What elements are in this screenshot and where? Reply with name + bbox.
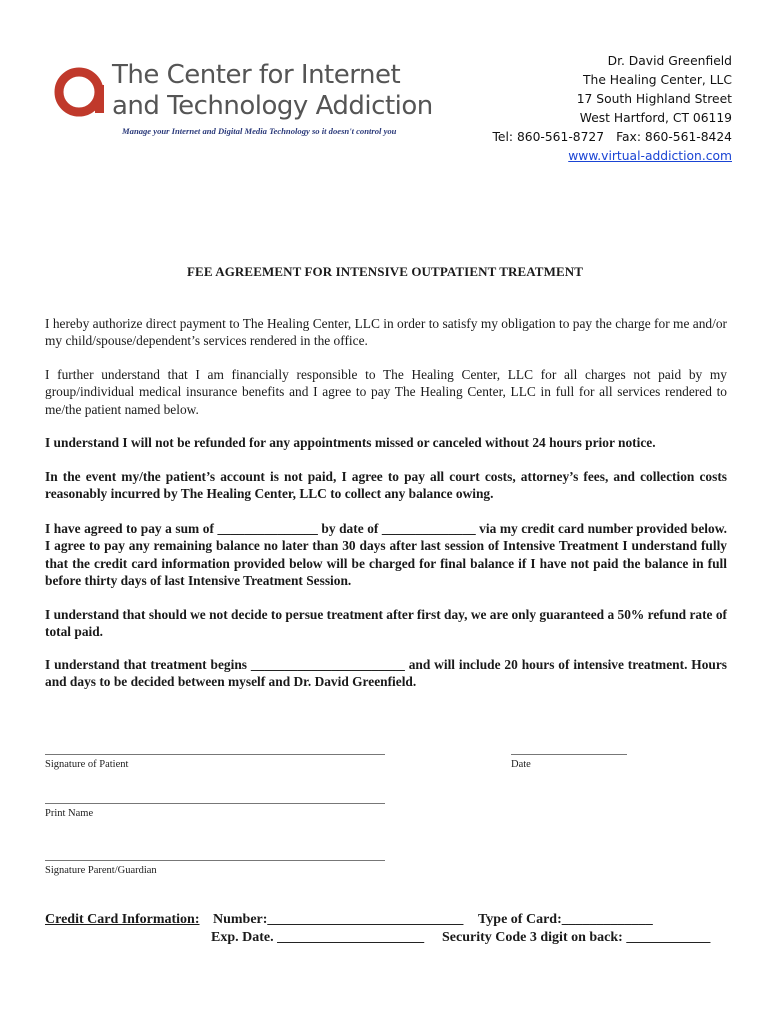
contact-city: West Hartford, CT 06119	[579, 111, 732, 125]
date-line[interactable]	[511, 754, 627, 755]
patient-signature-label: Signature of Patient	[45, 759, 129, 770]
security-code-field[interactable]: Security Code 3 digit on back: ____________	[442, 930, 711, 945]
credit-card-heading: Credit Card Information:	[45, 912, 200, 927]
guardian-signature-line[interactable]	[45, 860, 385, 861]
contact-website-row	[432, 147, 732, 166]
date-label: Date	[511, 759, 531, 770]
paragraph-payment-agreement: I have agreed to pay a sum of _______________ by date of ______________ via my credit card number provided below. I agree to pay any remaining balance no later than 30 days after last session of Intensive Treatment I understand fully that the credit card information provided below will be charged for final balance if I have not paid the balance in full before thirty days of last Intensive Treatment Session.	[45, 521, 727, 589]
card-type-field[interactable]: Type of Card:_____________	[478, 912, 653, 927]
paragraph-collection-costs: In the event my/the patient’s account is not paid, I agree to pay all court costs, attorney’s fees, and collection costs reasonably incurred by The Healing Center, LLC to collect any balance owing.	[45, 469, 727, 502]
contact-tel: Tel: 860-561-8727	[492, 130, 605, 144]
card-number-field[interactable]: Number:____________________________	[213, 912, 464, 927]
website-link[interactable]: www.virtual-addiction.com	[568, 149, 732, 163]
contact-block	[432, 52, 732, 166]
print-name-line[interactable]	[45, 803, 385, 804]
contact-name: Dr. David Greenfield	[607, 54, 732, 68]
logo-text-line2: and Technology Addiction	[112, 91, 433, 121]
organization-logo	[52, 60, 452, 140]
logo-tagline: Manage your Internet and Digital Media Technology so it doesn't control you	[122, 126, 397, 136]
paragraph-treatment-start: I understand that treatment begins _______________________ and will include 20 hours of intensive treatment. Hours and days to be decided between myself and Dr. David Greenfield.	[45, 657, 727, 690]
contact-organization: The Healing Center, LLC	[583, 73, 732, 87]
expiration-date-field[interactable]: Exp. Date. _____________________	[211, 930, 425, 945]
paragraph-refund-notice: I understand I will not be refunded for any appointments missed or canceled without 24 hours prior notice.	[45, 435, 656, 450]
contact-fax: Fax: 860-561-8424	[616, 130, 732, 144]
contact-street: 17 South Highland Street	[576, 92, 732, 106]
paragraph-authorization: I hereby authorize direct payment to The Healing Center, LLC in order to satisfy my obligation to pay the charge for me and/or my child/spouse/dependent’s services rendered in the office.	[45, 316, 727, 349]
logo-text-line1: The Center for Internet	[112, 60, 401, 90]
center-logo-icon	[54, 63, 112, 121]
print-name-label: Print Name	[45, 808, 94, 819]
guardian-signature-label: Signature Parent/Guardian	[45, 865, 157, 876]
paragraph-financial-responsibility: I further understand that I am financially responsible to The Healing Center, LLC for all charges not paid by my group/individual medical insurance benefits and I agree to pay The Healing Center, LLC in full for all services rendered to me/the patient named below.	[45, 367, 727, 417]
patient-signature-line[interactable]	[45, 754, 385, 755]
contact-phone-fax	[432, 128, 732, 147]
paragraph-refund-rate: I understand that should we not decide to persue treatment after first day, we are only guaranteed a 50% refund rate of total paid.	[45, 607, 727, 640]
document-title: FEE AGREEMENT FOR INTENSIVE OUTPATIENT TREATMENT	[187, 264, 583, 279]
